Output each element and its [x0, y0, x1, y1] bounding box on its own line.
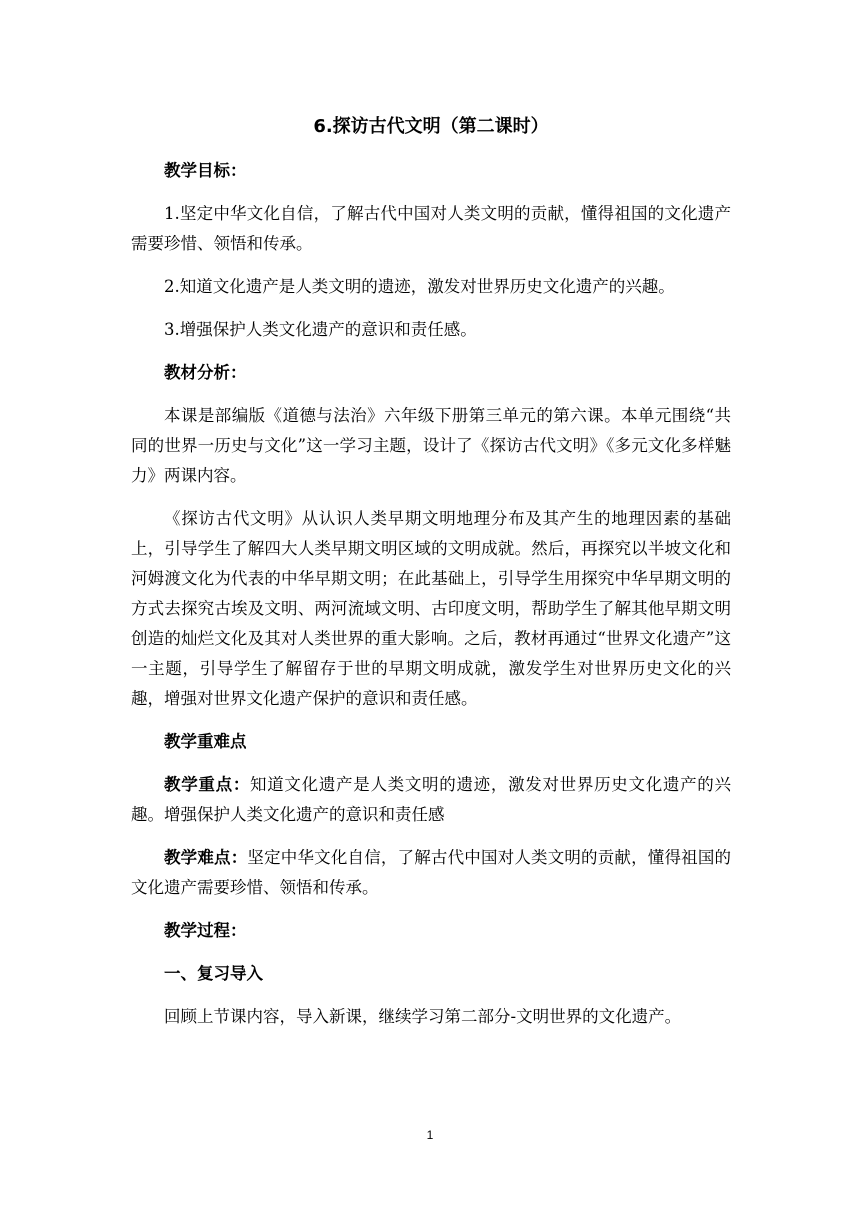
analysis-paragraph-2: 《探访古代文明》从认识人类早期文明地理分布及其产生的地理因素的基础上，引导学生了解四大人类早期文明区域的文明成就。然后，再探究以半坡文化和河姆渡文化为代表的中华早期文明；在此基础上，引导学生用探究中华早期文明的方式去探究古埃及文明、两河流域文明、古印度文明，帮助学生了解其他早期文明创造的灿烂文化及其对人类世界的重大影响。之后，教材再通过“世界文化遗产”这一主题，引导学生了解留存于世的早期文明成就，激发学生对世界历史文化的兴趣，增强对世界文化遗产保护的意识和责任感。 — [131, 509, 731, 708]
objective-3: 3.增强保护人类文化遗产的意识和责任感。 — [164, 320, 477, 339]
objectives-heading: 教学目标： — [164, 161, 247, 180]
difficult-point-label: 教学难点： — [164, 848, 248, 867]
difficult-point-paragraph — [131, 843, 731, 903]
page-content — [131, 112, 731, 1045]
key-point-text: 知道文化遗产是人类文明的遗迹，激发对世界历史文化遗产的兴趣。增强保护人类文化遗产的意识和责任感 — [131, 775, 731, 824]
step-1-heading: 一、复习导入 — [164, 964, 263, 983]
step-1-text: 回顾上节课内容，导入新课，继续学习第二部分-文明世界的文化遗产。 — [164, 1007, 682, 1026]
analysis-paragraph-1: 本课是部编版《道德与法治》六年级下册第三单元的第六课。本单元围绕“共同的世界一历史与文化”这一学习主题，设计了《探访古代文明》《多元文化多样魅力》两课内容。 — [131, 406, 731, 485]
objective-1: 1.坚定中华文化自信，了解古代中国对人类文明的贡献，懂得祖国的文化遗产需要珍惜、领悟和传承。 — [131, 204, 731, 253]
document-title: 6.探访古代文明（第二课时） — [313, 116, 549, 137]
process-heading: 教学过程： — [164, 921, 247, 940]
objective-2: 2.知道文化遗产是人类文明的遗迹，激发对世界历史文化遗产的兴趣。 — [164, 277, 675, 296]
page-number: 1 — [426, 1128, 434, 1142]
analysis-heading: 教材分析： — [164, 363, 247, 382]
difficult-point-text: 坚定中华文化自信，了解古代中国对人类文明的贡献，懂得祖国的文化遗产需要珍惜、领悟和传承。 — [131, 848, 732, 897]
key-point-paragraph — [131, 770, 731, 830]
keypoints-heading: 教学重难点 — [164, 732, 247, 751]
key-point-label: 教学重点： — [164, 775, 251, 794]
